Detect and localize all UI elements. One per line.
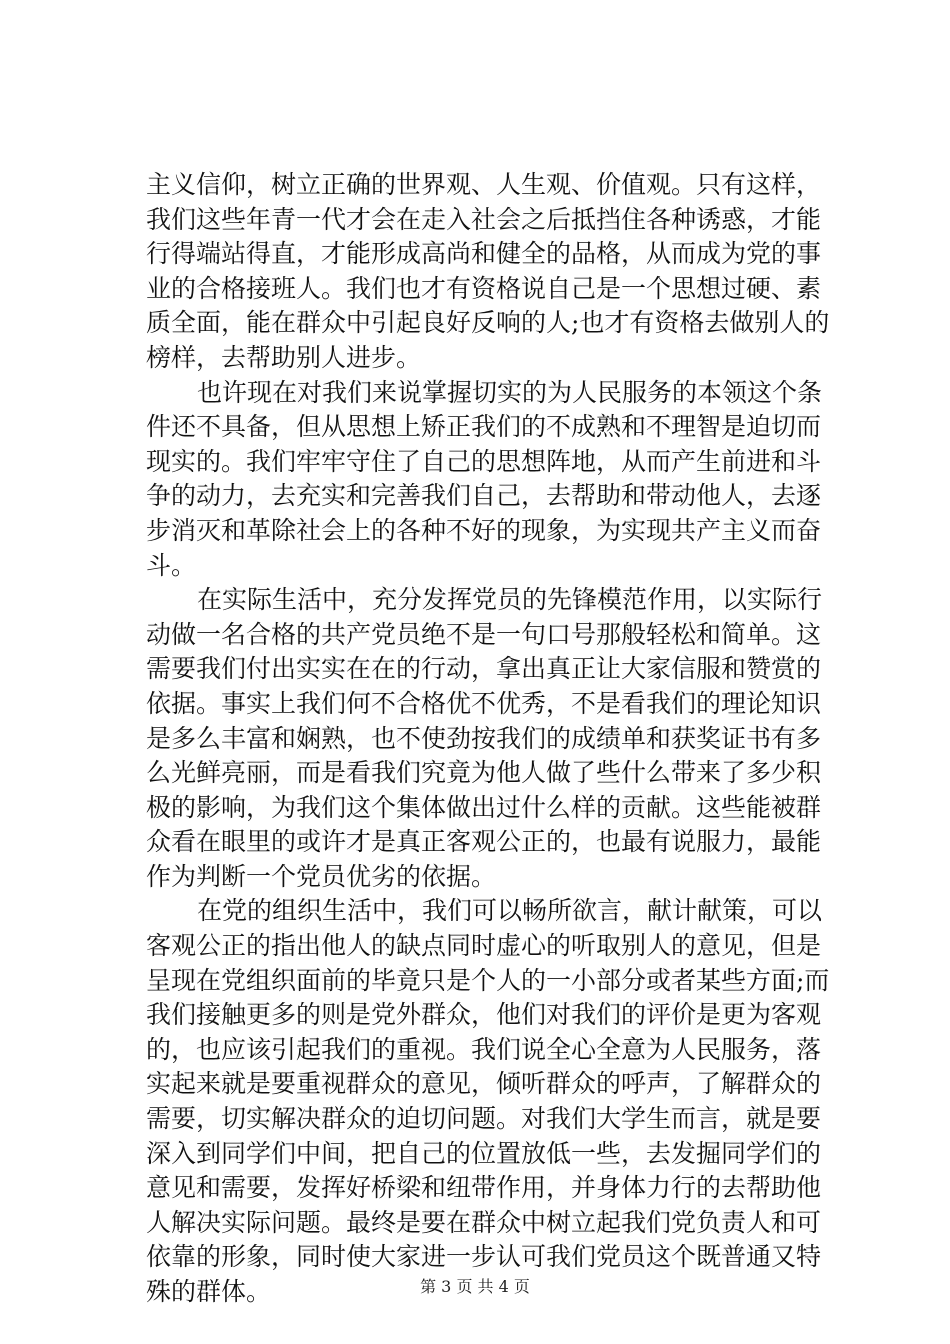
- text-line: 在党的组织生活中，我们可以畅所欲言，献计献策，可以: [197, 896, 823, 926]
- text-line: 人解决实际问题。最终是要在群众中树立起我们党负责人和可: [146, 1207, 822, 1237]
- text-line: 众看在眼里的或许才是真正客观公正的，也最有说服力，最能: [146, 827, 822, 857]
- text-line: 现实的。我们牢牢守住了自己的思想阵地，从而产生前进和斗: [146, 446, 822, 476]
- text-line: 意见和需要，发挥好桥梁和纽带作用，并身体力行的去帮助他: [146, 1173, 822, 1203]
- text-line: 斗。: [146, 550, 197, 580]
- text-line: 件还不具备，但从思想上矫正我们的不成熟和不理智是迫切而: [146, 412, 822, 442]
- text-line: 实起来就是要重视群众的意见，倾听群众的呼声，了解群众的: [146, 1069, 822, 1099]
- text-line: 需要，切实解决群众的迫切问题。对我们大学生而言，就是要: [146, 1104, 822, 1134]
- text-line: 主义信仰，树立正确的世界观、人生观、价值观。只有这样，: [146, 170, 822, 199]
- text-line: 我们接触更多的则是党外群众，他们对我们的评价是更为客观: [146, 1000, 822, 1030]
- text-line: 质全面，能在群众中引起良好反响的人;也才有资格去做别人的: [146, 308, 830, 338]
- text-line: 深入到同学们中间，把自己的位置放低一些，去发掘同学们的: [146, 1138, 822, 1168]
- text-line: 依靠的形象，同时使大家进一步认可我们党员这个既普通又特: [146, 1242, 822, 1272]
- text-line: 呈现在党组织面前的毕竟只是个人的一小部分或者某些方面;而: [146, 965, 830, 995]
- page-number-label: 第 3 页 共 4 页: [420, 1277, 530, 1296]
- text-line: 榜样，去帮助别人进步。: [146, 342, 422, 372]
- text-line: 么光鲜亮丽，而是看我们究竟为他人做了些什么带来了多少积: [146, 758, 822, 788]
- text-line: 行得端站得直，才能形成高尚和健全的品格，从而成为党的事: [146, 239, 822, 269]
- page-footer: [0, 1277, 950, 1297]
- text-line: 是多么丰富和娴熟，也不使劲按我们的成绩单和获奖证书有多: [146, 723, 822, 753]
- text-line: 客观公正的指出他人的缺点同时虚心的听取别人的意见，但是: [146, 931, 822, 961]
- text-line: 动做一名合格的共产党员绝不是一句口号那般轻松和简单。这: [146, 619, 822, 649]
- text-line: 我们这些年青一代才会在走入社会之后抵挡住各种诱惑，才能: [146, 204, 822, 234]
- text-line: 在实际生活中，充分发挥党员的先锋模范作用，以实际行: [197, 585, 823, 615]
- text-line: 也许现在对我们来说掌握切实的为人民服务的本领这个条: [197, 377, 823, 407]
- text-line: 依据。事实上我们何不合格优不优秀，不是看我们的理论知识: [146, 688, 822, 718]
- text-line: 殊的群体。: [146, 1277, 272, 1306]
- text-line: 步消灭和革除社会上的各种不好的现象，为实现共产主义而奋: [146, 515, 822, 545]
- text-line: 需要我们付出实实在在的行动，拿出真正让大家信服和赞赏的: [146, 654, 822, 684]
- text-line: 作为判断一个党员优劣的依据。: [146, 861, 497, 891]
- text-line: 极的影响，为我们这个集体做出过什么样的贡献。这些能被群: [146, 792, 822, 822]
- text-line: 业的合格接班人。我们也才有资格说自己是一个思想过硬、素: [146, 273, 822, 303]
- text-line: 的，也应该引起我们的重视。我们说全心全意为人民服务，落: [146, 1034, 822, 1064]
- text-line: 争的动力，去充实和完善我们自己，去帮助和带动他人，去逐: [146, 481, 822, 511]
- document-body: [146, 168, 830, 1310]
